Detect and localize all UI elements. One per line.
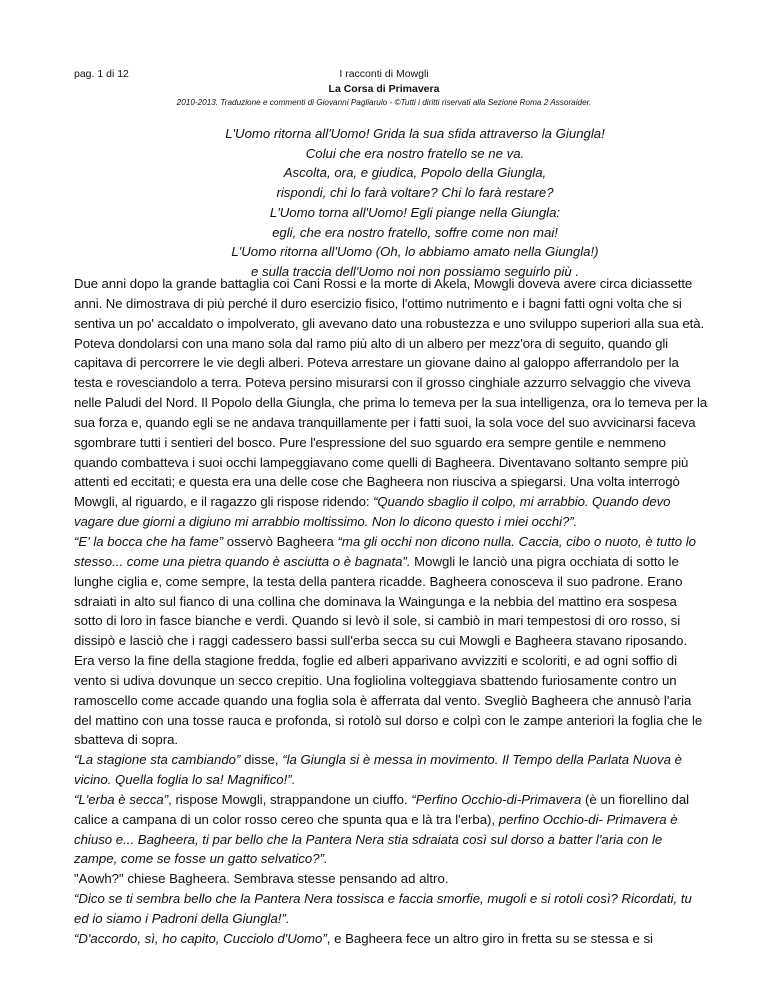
dialogue-text: “Perfino Occhio-di-Primavera <box>411 791 582 807</box>
story-body <box>74 274 708 949</box>
paragraph <box>74 929 708 949</box>
dialogue-text: “Quando sbaglio il colpo, mi arrabbio. Quando devo vagare due giorni a digiuno mi arrabbio moltissimo. Non lo dicono questo i miei occhi?”. <box>74 494 671 530</box>
poem-line: egli, che era nostro fratello, soffre come non mai! <box>272 224 558 240</box>
paragraph <box>74 750 708 790</box>
paragraph <box>74 790 708 869</box>
dialogue-text: perfino Occhio-di- Primavera è chiuso e... Bagheera, ti par bello che la Pantera Nera stia sdraiata così sul dorso a batter l'aria con le zampe, come se fosse un gatto selvatico?”. <box>74 811 678 867</box>
poem-line: rispondi, chi lo farà voltare? Chi lo farà restare? <box>276 185 554 201</box>
dialogue-text: “E' la bocca che ha fame” <box>74 533 224 549</box>
narration-text: osservò Bagheera <box>223 533 338 549</box>
narration-text: , rispose Mowgli, strappandone un ciuffo. <box>168 791 412 807</box>
dialogue-text: “L'erba è secca” <box>74 791 169 807</box>
narration-text: disse, <box>240 752 283 768</box>
dialogue-text: “La stagione sta cambiando” <box>74 752 241 768</box>
epigraph-poem <box>120 124 710 282</box>
poem-line: L'Uomo ritorna all'Uomo! Grida la sua sfida attraverso la Giungla! <box>225 126 605 141</box>
poem-line: L'Uomo torna all'Uomo! Egli piange nella Giungla: <box>269 204 561 220</box>
narration-text: Due anni dopo la grande battaglia coi Cani Rossi e la morte di Akela, Mowgli doveva avere circa diciassette anni. Ne dimostrava di più perché il duro esercizio fisico, l'ottimo nutrimento e i bagni fatti ogni volta che si sentiva un po' accaldato o impolverato, gli avevano dato una robustezza e uno sviluppo superiori alla sua età. Poteva dondolarsi con una mano sola dal ramo più alto di un albero per mezz'ora di seguito, quando gli capitava di percorrere le vie degli alberi. Poteva arrestare un giovane daino al galoppo afferrandolo per la testa e rovesciandolo a terra. Poteva persino misurarsi con il grosso cinghiale azzurro selvaggio che viveva nelle Paludi del Nord. Il Popolo della Giungla, che prima lo temeva per la sua intelligenza, ora lo temeva per la sua forza e, quando egli se ne andava tranquillamente per i fatti suoi, la sola voce del suo avvicinarsi faceva sgombrare tutti i sentieri del bosco. Pure l'espressione del suo sguardo era sempre gentile e nemmeno quando combatteva i suoi occhi lampeggiavano come quelli di Bagheera. Diventavano soltanto sempre più attenti ed eccitati; e questa era una delle cose che Bagheera non riusciva a spiegarsi. Una volta interrogò Mowgli, al riguardo, e il ragazzo gli rispose ridendo: <box>74 276 708 510</box>
paragraph <box>74 889 708 929</box>
dialogue-text: “ma gli occhi non dicono nulla. Caccia, cibo o nuoto, è tutto lo stesso... come una pietra quando è asciutta o è bagnata”. <box>74 533 696 569</box>
dialogue-text: “D'accordo, sì, ho capito, Cucciolo d'Uomo” <box>74 930 327 946</box>
dialogue-text: “la Giungla si è messa in movimento. Il Tempo della Parlata Nuova è vicino. Quella foglia lo sa! Magnifico!”. <box>74 752 682 788</box>
paragraph <box>74 532 708 750</box>
dialogue-text: “Dico se ti sembra bello che la Pantera Nera tossisca e faccia smorfie, mugoli e si rotoli così? Ricordati, tu ed io siamo i Padroni della Giungla!”. <box>74 891 692 926</box>
paragraph <box>74 869 708 889</box>
story-title: La Corsa di Primavera <box>328 83 440 95</box>
poem-line: Ascolta, ora, e giudica, Popolo della Giungla, <box>283 165 547 181</box>
poem-line: Colui che era nostro fratello se ne va. <box>305 145 525 161</box>
poem-line: L'Uomo ritorna all'Uomo (Oh, lo abbiamo amato nella Giungla!) <box>231 244 599 260</box>
series-title: I racconti di Mowgli <box>339 68 429 80</box>
page-number: pag. 1 di 12 <box>74 68 129 80</box>
poem-line: e sulla traccia dell'Uomo noi non possiamo seguirlo più . <box>251 263 579 279</box>
credit-line: 2010-2013. Traduzione e commenti di Giovanni Pagliarulo - ©Tutti i diritti riservati alla Sezione Roma 2 Assoraider. <box>176 98 592 107</box>
narration-text: "Aowh?" chiese Bagheera. Sembrava stesse pensando ad altro. <box>74 871 449 887</box>
narration-text: (è un fiorellino dal calice a campana di un color rosso cereo che spunta qua e là tra l'erba), <box>74 791 690 827</box>
narration-text: , e Bagheera fece un altro giro in fretta su se stessa e si <box>326 930 653 946</box>
paragraph <box>74 274 708 532</box>
narration-text: Mowgli le lanciò una pigra occhiata di sotto le lunghe ciglia e, come sempre, la testa della pantera ricadde. Bagheera conosceva il suo padrone. Erano sdraiati in alto sul fianco di una collina che dominava la Waingunga e la nebbia del mattino era sospesa sotto di loro in fasce bianche e verdi. Quando si levò il sole, si cambiò in mari tempestosi di oro rosso, si dissipò e lasciò che i raggi cadessero bassi sull'erba secca su cui Mowgli e Bagheera stavano riposando. Era verso la fine della stagione fredda, foglie ed alberi apparivano avvizziti e scoloriti, e ad ogni soffio di vento si udiva dovunque un secco crepitio. Una fogliolina volteggiava sbattendo furiosamente contro un ramoscello come accade quando una foglia sola è afferrata dal vento. Svegliò Bagheera che annusò l'aria del mattino con una tosse rauca e profonda, si rotolò sul dorso e colpì con le zampe anteriori la foglia che le sbatteva di sopra. <box>74 553 703 748</box>
